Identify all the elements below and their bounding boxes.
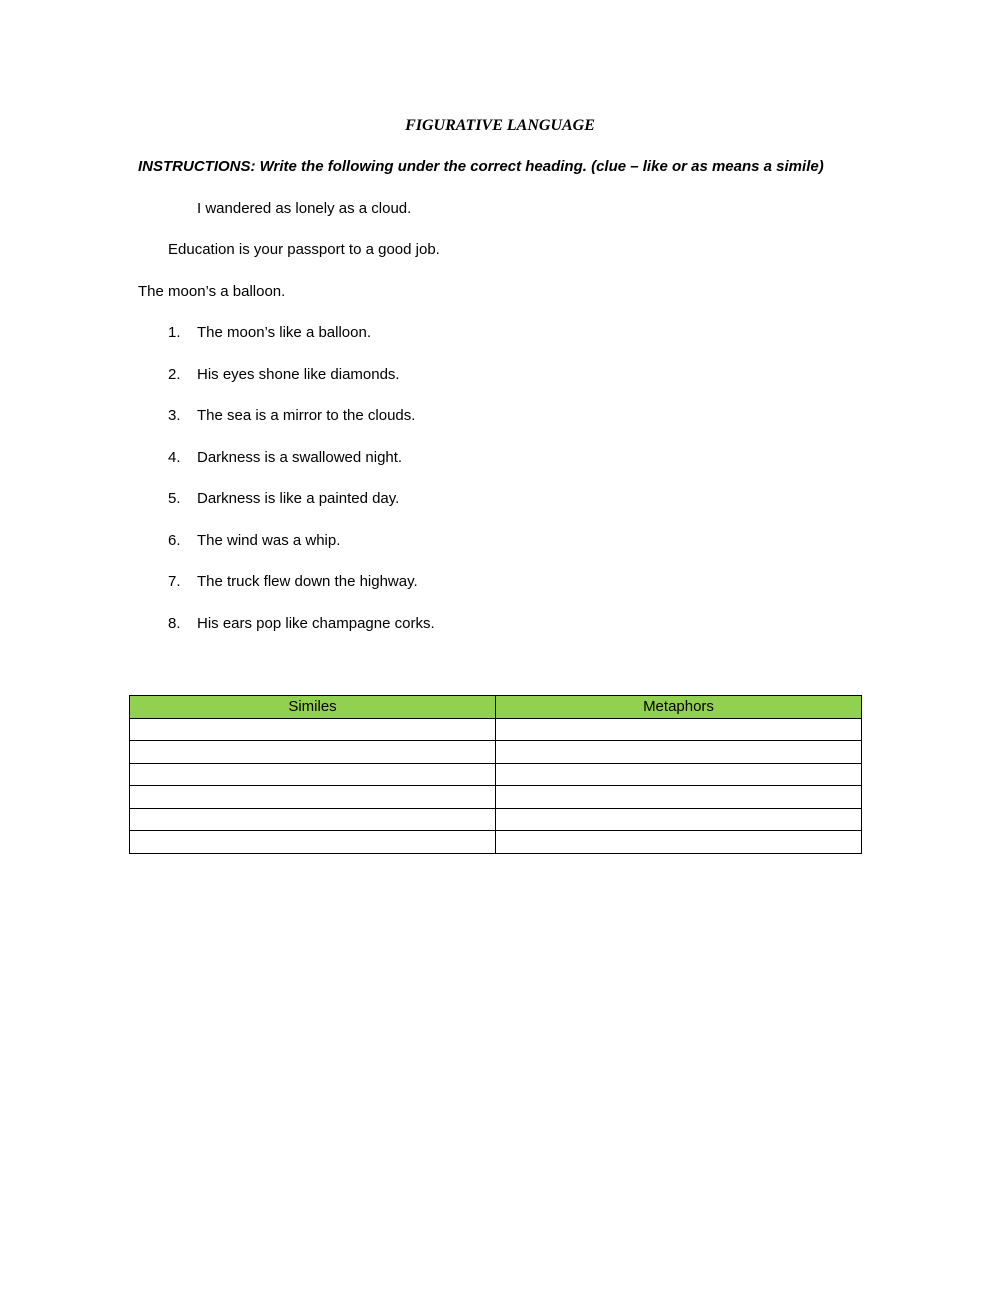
list-item-text: His ears pop like champagne corks.: [197, 614, 435, 632]
table-row: [130, 763, 862, 786]
table-row: [130, 786, 862, 809]
similes-answer-cell[interactable]: [130, 831, 496, 854]
list-item: [168, 448, 435, 468]
metaphors-answer-cell[interactable]: [496, 808, 862, 831]
list-item-number: 3.: [168, 407, 181, 424]
list-item-text: His eyes shone like diamonds.: [197, 365, 400, 383]
list-item-number: 5.: [168, 490, 181, 507]
similes-header: Similes: [130, 696, 496, 719]
list-item-number: 7.: [168, 573, 181, 590]
table-row: [130, 741, 862, 764]
list-item-number: 4.: [168, 448, 181, 466]
metaphors-answer-cell[interactable]: [496, 786, 862, 809]
metaphors-answer-cell[interactable]: [496, 741, 862, 764]
table-row: [130, 718, 862, 741]
list-item: [168, 323, 435, 343]
intro-line: I wandered as lonely as a cloud.: [197, 200, 412, 217]
list-item: [168, 365, 435, 385]
list-item: [168, 406, 435, 426]
list-item-number: 2.: [168, 365, 181, 383]
list-item-number: 6.: [168, 531, 181, 549]
sentence-list: [168, 323, 435, 655]
similes-answer-cell[interactable]: [130, 763, 496, 786]
list-item-text: The moon’s like a balloon.: [197, 324, 371, 341]
list-item: [168, 531, 435, 551]
list-item-text: The truck flew down the highway.: [197, 573, 418, 590]
similes-answer-cell[interactable]: [130, 718, 496, 741]
page-title: FIGURATIVE LANGUAGE: [405, 117, 595, 134]
table-row: [130, 808, 862, 831]
list-item-text: Darkness is like a painted day.: [197, 490, 400, 507]
metaphors-answer-cell[interactable]: [496, 831, 862, 854]
list-item: [168, 614, 435, 634]
intro-line: Education is your passport to a good job.: [168, 241, 440, 258]
metaphors-answer-cell[interactable]: [496, 718, 862, 741]
list-item-text: The sea is a mirror to the clouds.: [197, 407, 416, 424]
answer-table: [129, 695, 862, 854]
list-item-text: Darkness is a swallowed night.: [197, 448, 403, 466]
table-row: [130, 831, 862, 854]
metaphors-header: Metaphors: [496, 696, 862, 719]
metaphors-answer-cell[interactable]: [496, 763, 862, 786]
list-item-number: 8.: [168, 614, 181, 632]
table-header-row: [130, 696, 862, 719]
list-item-number: 1.: [168, 324, 181, 341]
list-item: [168, 572, 435, 592]
similes-answer-cell[interactable]: [130, 808, 496, 831]
instructions-text: INSTRUCTIONS: Write the following under the correct heading. (clue – like or as means a simile): [138, 158, 824, 175]
similes-answer-cell[interactable]: [130, 786, 496, 809]
similes-answer-cell[interactable]: [130, 741, 496, 764]
list-item: [168, 489, 435, 509]
answer-table-body: [130, 718, 862, 853]
list-item-text: The wind was a whip.: [197, 531, 341, 549]
intro-line: The moon’s a balloon.: [138, 283, 286, 300]
